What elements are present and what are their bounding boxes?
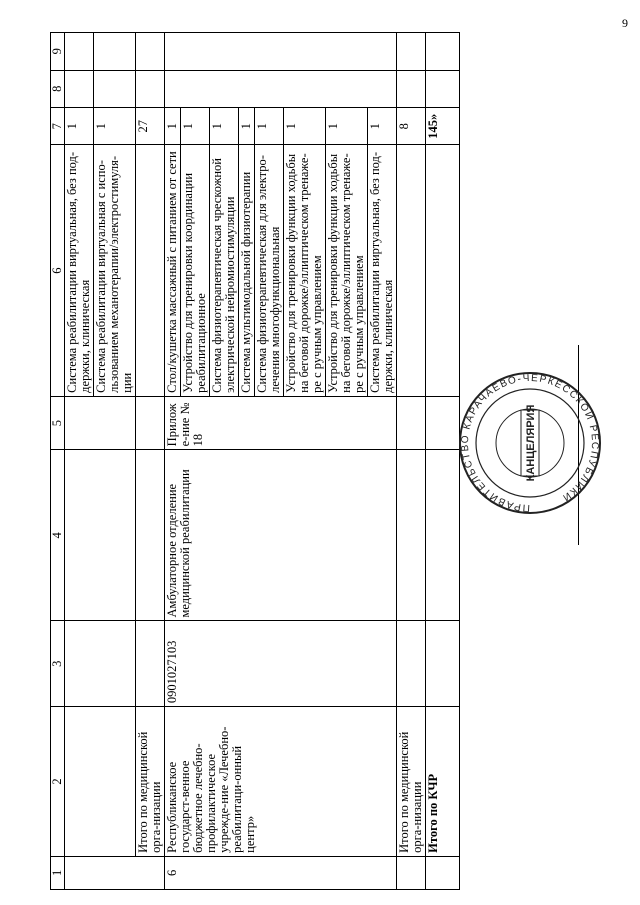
appendix-ref: Приложе-ние № 18: [165, 396, 397, 449]
department-name: Амбулаторное отделение медицинской реабилитации: [165, 450, 397, 621]
cell: [426, 70, 460, 107]
subtotal-label: Итого по медицинской орга-низации: [136, 707, 165, 857]
cell: [136, 450, 165, 621]
quantity: 1: [65, 107, 94, 144]
header-col-1: 1: [51, 856, 65, 889]
table-header-row: [51, 33, 65, 890]
header-col-5: 5: [51, 396, 65, 449]
equipment-table: [50, 32, 460, 890]
cell: [426, 145, 460, 396]
quantity: 1: [284, 107, 326, 144]
cell: [136, 621, 165, 707]
subtotal-value: 27: [136, 107, 165, 144]
quantity: 1: [326, 107, 368, 144]
equipment-name: Стол/кушетка массажный с питанием от сети: [165, 145, 181, 396]
cell: [426, 33, 460, 71]
equipment-name: Устройство для тренировки функции ходьбы на беговой дорожке/эллиптическом тренаже-ре с ручным управлением: [284, 145, 326, 396]
header-col-9: 9: [51, 33, 65, 71]
cell: [426, 856, 460, 889]
table-row: [397, 33, 426, 890]
cell: [397, 33, 426, 71]
header-col-7: 7: [51, 107, 65, 144]
subtotal-value: 8: [397, 107, 426, 144]
subtotal-label: Итого по медицинской орга-низации: [397, 707, 426, 857]
cell: [65, 621, 136, 707]
table-row: [65, 33, 94, 890]
cell: [165, 33, 397, 71]
header-col-8: 8: [51, 70, 65, 107]
row-number: 6: [165, 856, 397, 889]
table-row: [165, 33, 181, 890]
header-col-6: 6: [51, 145, 65, 396]
quantity: 1: [94, 107, 136, 144]
cell: [94, 70, 136, 107]
stamp-ring-text: ПРАВИТЕЛЬСТВО КАРАЧАЕВО-ЧЕРКЕССКОЙ РЕСПУБЛИКИ: [459, 372, 601, 514]
equipment-name: Система реабилитации виртуальная, без под-держки, клиническая: [368, 145, 397, 396]
cell: [65, 450, 136, 621]
equipment-name: Система мультимодальной физиотерапии: [239, 145, 255, 396]
equipment-name: Система физиотерапевтическая чрескожной электрической нейромиостимуляции: [210, 145, 239, 396]
quantity: 1: [165, 107, 181, 144]
quantity: 1: [368, 107, 397, 144]
cell: [397, 70, 426, 107]
page-number: 9: [622, 16, 628, 30]
cell: [136, 33, 165, 71]
equipment-name: Устройство для тренировки координации реабилитационное: [181, 145, 210, 396]
cell: [397, 450, 426, 621]
cell: [65, 70, 94, 107]
cell: [65, 33, 94, 71]
cell: [136, 145, 165, 396]
official-stamp: [455, 368, 605, 518]
header-col-3: 3: [51, 621, 65, 707]
cell: [165, 70, 397, 107]
equipment-name: Система физиотерапевтическая для электро-лечения многофункциональная: [255, 145, 284, 396]
stamp-center-text: КАНЦЕЛЯРИЯ: [525, 404, 537, 482]
total-value: 145»: [426, 107, 460, 144]
quantity: 1: [255, 107, 284, 144]
equipment-name: Устройство для тренировки функции ходьбы на беговой дорожке/эллиптическом тренаже-ре с ручным управлением: [326, 145, 368, 396]
quantity: 1: [181, 107, 210, 144]
organization-name: Республиканское государст-венное бюджетное лечебно-профилактическое учрежде-ние «Лечебно-реабилитаци-онный центр»: [165, 707, 397, 857]
cell: [65, 856, 165, 889]
header-col-4: 4: [51, 450, 65, 621]
equipment-name: Система реабилитации виртуальная, без под-держки, клиническая: [65, 145, 94, 396]
equipment-name: Система реабилитации виртуальная с испо-льзованием механотерапии/электростимуля-ции: [94, 145, 136, 396]
cell: [397, 145, 426, 396]
header-col-2: 2: [51, 707, 65, 857]
cell: [94, 33, 136, 71]
cell: [426, 621, 460, 707]
cell: [136, 396, 165, 449]
table-row: [136, 33, 165, 890]
cell: [397, 621, 426, 707]
cell: [65, 707, 136, 857]
cell: [136, 70, 165, 107]
cell: [397, 396, 426, 449]
cell: [65, 396, 136, 449]
quantity: 1: [239, 107, 255, 144]
quantity: 1: [210, 107, 239, 144]
cell: [397, 856, 426, 889]
total-label: Итого по КЧР: [426, 707, 460, 857]
organization-code: 0901027103: [165, 621, 397, 707]
